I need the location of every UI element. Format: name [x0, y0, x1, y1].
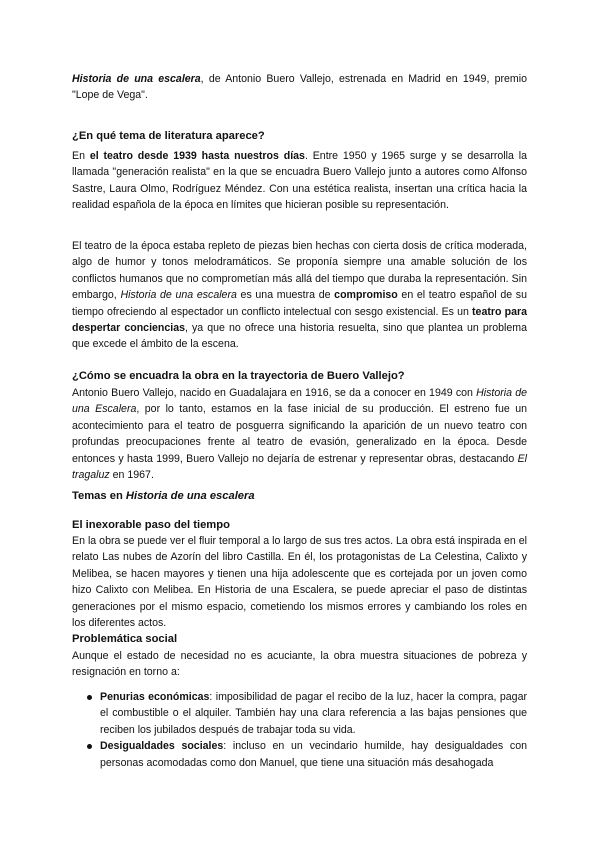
- italic-run: El tragaluz: [72, 452, 527, 482]
- bold-run: el teatro desde 1939 hasta nuestros días: [89, 150, 305, 162]
- theme1-heading: El inexorable paso del tiempo: [72, 519, 230, 531]
- section1-heading: ¿En qué tema de literatura aparece?: [72, 130, 265, 142]
- bullet-icon: [87, 695, 92, 700]
- section2-paragraph-1: [72, 385, 527, 483]
- theme2-bullet-list: [72, 689, 527, 771]
- list-item: [72, 738, 527, 771]
- text-run: es una muestra de: [236, 289, 335, 302]
- italic-run: Historia de una Escalera: [72, 387, 527, 416]
- text-run: . Entre 1950 y 1965 surge y se desarrolla la llamada "generación realista" en la que se encuadra Buero Vallejo junto a autores como Alfonso Sastre, Laura Olmo, Rodríguez Méndez. Con una estética realista, insertan una crítica hacia la realidad española de la época en límites que hicieran posible su representación.: [72, 150, 527, 212]
- bullet-text: : imposibilidad de pagar el recibo de la luz, hacer la compra, pagar el combustible o el alquiler. También hay una clara referencia a las bajas pensiones que reciben los jubilados después de trabajar toda su vida.: [100, 691, 527, 736]
- bullet-term: Penurias económicas: [100, 691, 210, 703]
- section2-heading: ¿Cómo se encuadra la obra en la trayectoria de Buero Vallejo?: [72, 370, 405, 382]
- bullet-term: Desigualdades sociales: [100, 740, 224, 753]
- text-run: en el teatro español de su tiempo ofreciendo al espectador un conflicto intelectual con sesgo existencial. Es un: [72, 289, 527, 318]
- bullet-icon: [87, 744, 92, 749]
- text-run: Temas en: [72, 490, 126, 502]
- text-run: El teatro de la época estaba repleto de piezas bien hechas con cierta dosis de crítica moderada, algo de humor y tonos melodramáticos. Se proponía siempre una amable solución de los conflictos humanos que no comprometían más allá del tiempo que duraba la representación. Sin embargo,: [72, 240, 527, 302]
- section1-paragraph-1: [72, 148, 527, 214]
- text-run: Antonio Buero Vallejo, nacido en Guadalajara en 1916, se da a conocer en 1949 con: [72, 387, 477, 399]
- theme2-heading: Problemática social: [72, 633, 178, 645]
- bold-run: teatro para despertar conciencias: [72, 305, 527, 335]
- intro-paragraph: [72, 71, 527, 104]
- text-run: , por lo tanto, estamos en la fase inicial de su producción. El estreno fue un acontecimiento para el teatro de posguerra significando la aparición de un nuevo teatro con profundas preocupaciones frente al teatro de evasión, generalizado en la época. Desde entonces y hasta 1999, Buero Vallejo no dejaría de estrenar y representar obras, destacando: [72, 403, 527, 465]
- italic-run: Historia de una escalera: [120, 289, 237, 302]
- list-item: [72, 689, 527, 738]
- intro-title: Historia de una escalera: [72, 73, 201, 85]
- section1-paragraph-2: [72, 238, 527, 353]
- bold-run: compromiso: [334, 289, 398, 302]
- intro-text: , de Antonio Buero Vallejo, estrenada en Madrid en 1949, premio "Lope de Vega".: [72, 73, 527, 102]
- theme1-paragraph: En la obra se puede ver el fluir temporal a lo largo de sus tres actos. La obra está inspirada en el relato Las nubes de Azorín del libro Castilla. En él, los protagonistas de La Celestina, Calixto y Melibea, se hacen mayores y tienen una hija adolescente que es cortejada por un joven como hizo Calixto con Melibea. En Historia de una Escalera, se puede apreciar el paso de distintas generaciones por el mismo espacio, cometiendo los mismos errores y cambiando los roles en los diferentes actos.: [72, 535, 527, 630]
- text-run: En: [72, 150, 90, 162]
- theme2-paragraph: Aunque el estado de necesidad no es acuciante, la obra muestra situaciones de pobreza y resignación en torno a:: [72, 650, 527, 679]
- text-run: en 1967.: [109, 469, 154, 482]
- bullet-text: : incluso en un vecindario humilde, hay desigualdades con personas acomodadas como don Manuel, que tiene una situación más desahogada: [100, 740, 527, 769]
- italic-run: Historia de una escalera: [125, 490, 255, 502]
- themes-heading: [72, 488, 527, 504]
- text-run: , ya que no ofrece una historia resuelta, sino que plantea un problema que excede el ámbito de la escena.: [72, 322, 527, 351]
